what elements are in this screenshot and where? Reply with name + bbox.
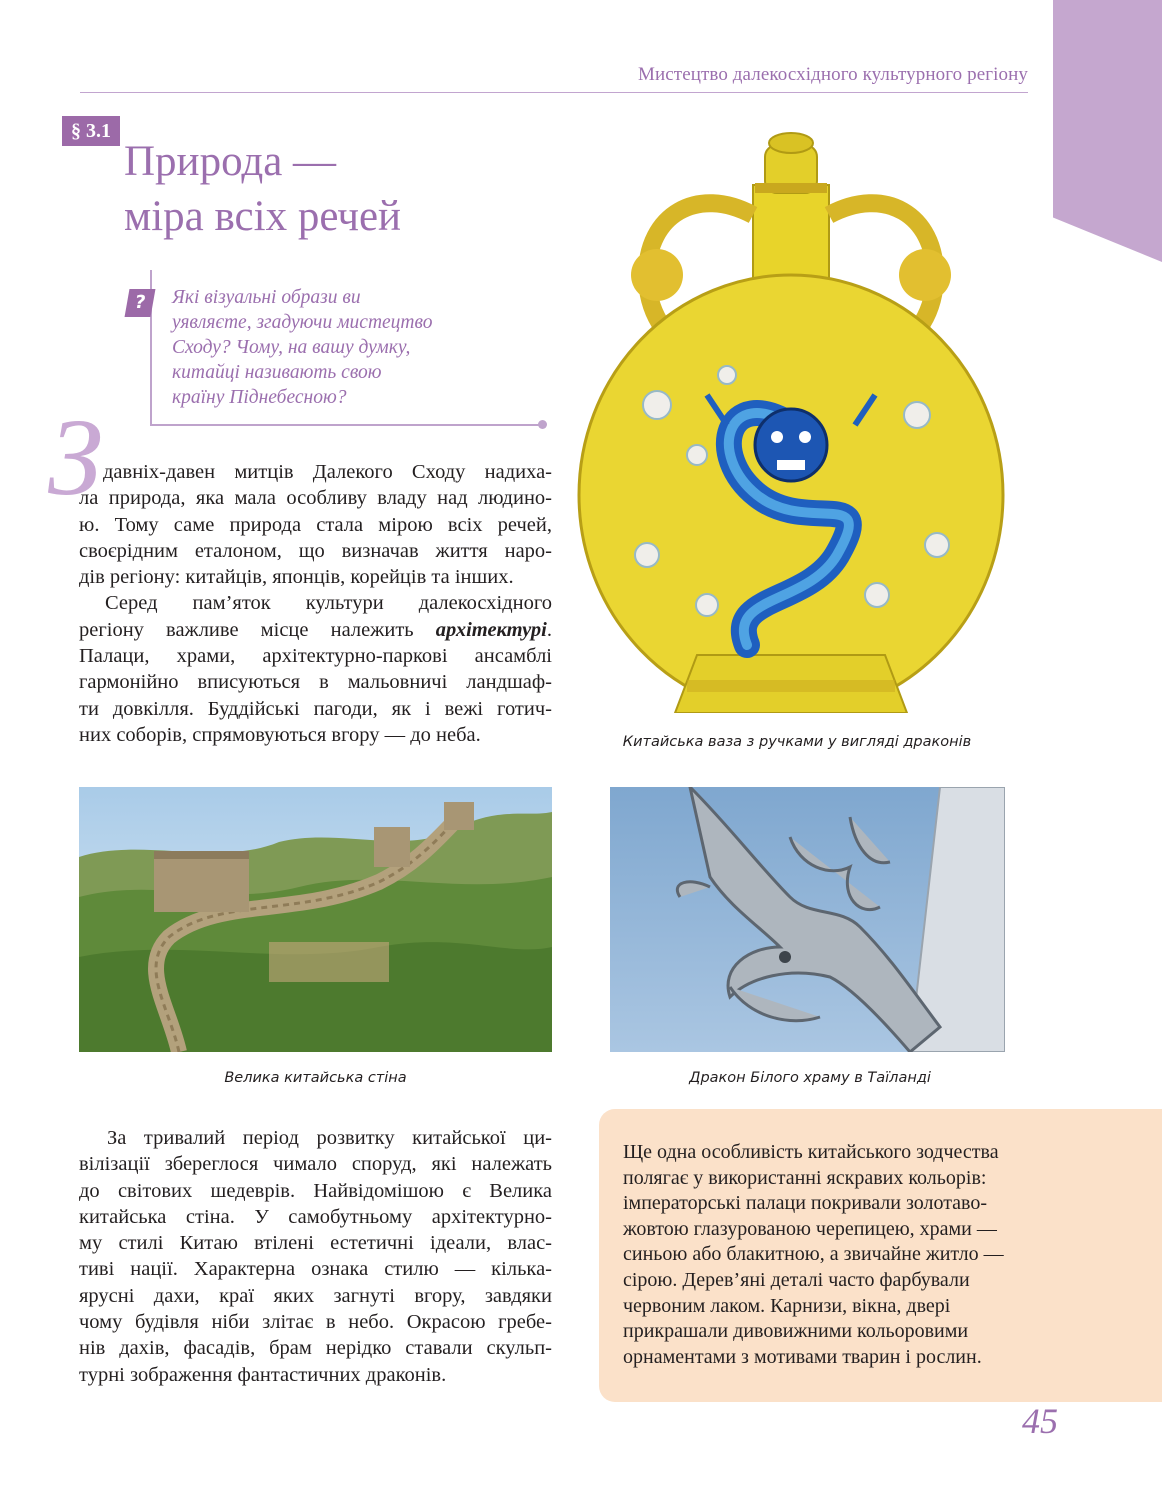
question-bracket-dot xyxy=(538,420,547,429)
text-line: дів регіону: китайців, японців, корейців та інших. xyxy=(79,566,514,589)
text-line: жовтою глазурованою черепицею, храми — xyxy=(623,1217,997,1240)
text-line: орнаментами з мотивами тварин і рослин. xyxy=(623,1345,982,1368)
section-badge: § 3.1 xyxy=(62,116,120,146)
text-line: Ще одна особливість китайського зодчества xyxy=(623,1141,999,1163)
text-line: ла природа, яка мала особливу владу над людино- xyxy=(79,487,552,510)
text-line: вілізації збереглося чимало споруд, які належать xyxy=(79,1153,552,1176)
text-line: Серед пам’яток культури далекосхідного xyxy=(105,592,552,615)
text-line: гармонійно вписуються в мальовничі ландшаф- xyxy=(79,671,552,694)
corner-tab xyxy=(1053,0,1162,262)
text-line: тиві нації. Характерна ознака стилю — кілька- xyxy=(79,1258,552,1281)
text-line: ю. Тому саме природа стала мірою всіх речей, xyxy=(79,513,552,536)
info-box xyxy=(599,1109,1162,1402)
question-line: Які візуальні образи ви xyxy=(172,287,361,308)
question-icon: ? xyxy=(125,289,156,317)
text-line: імператорські палаци покривали золотаво- xyxy=(623,1192,988,1215)
chapter-title-line-1: Природа — xyxy=(124,138,337,185)
keyword-architecture: архітектурі xyxy=(435,618,547,641)
question-line: уявляєте, згадуючи мистецтво xyxy=(172,312,433,333)
chinese-vase-image xyxy=(577,125,1005,713)
great-wall-image xyxy=(79,787,552,1052)
text-line: му стилі Китаю втілені естетичні ідеали, влас- xyxy=(79,1232,552,1255)
header-divider xyxy=(80,92,1028,93)
text-line: За тривалий період розвитку китайської ци- xyxy=(107,1127,552,1149)
question-text xyxy=(172,285,502,410)
chapter-title-line-2: міра всіх речей xyxy=(124,193,402,240)
question-line: країну Піднебесною? xyxy=(172,387,347,408)
chapter-title xyxy=(124,134,544,244)
text-line: них соборів, спрямовуються вгору — до неба. xyxy=(79,723,481,746)
text-line: червоним лаком. Карнизи, вікна, двері xyxy=(623,1294,951,1317)
text-line: китайська стіна. У самобутньому архітектурно- xyxy=(79,1205,552,1228)
text-line: до світових шедеврів. Найвідомішою є Велика xyxy=(79,1179,552,1202)
main-paragraph xyxy=(79,1125,552,1388)
text-line: Палаци, храми, архітектурно-паркові ансамблі xyxy=(79,645,552,668)
text-line: своєрідним еталоном, що визначав життя наро- xyxy=(79,539,552,562)
text-line: регіону важливе місце належить архітектурі. xyxy=(79,618,552,641)
vase-caption: Китайська ваза з ручками у вигляді драконів xyxy=(622,734,972,750)
text-line: турні зображення фантастичних драконів. xyxy=(79,1363,447,1386)
question-line: Сходу? Чому, на вашу думку, xyxy=(172,337,411,358)
running-header: Мистецтво далекосхідного культурного регіону xyxy=(638,64,1028,85)
text-line: нів дахів, фасадів, брам нерідко ставали скульп- xyxy=(79,1337,552,1360)
text-line: прикрашали дивовижними кольоровими xyxy=(623,1320,969,1343)
text-line: ти довкілля. Буддійські пагоди, як і вежі готич- xyxy=(79,697,552,720)
question-line: китайці називають свою xyxy=(172,362,382,383)
intro-paragraph xyxy=(79,459,552,748)
text-line: чому будівля ніби злітає в небо. Окрасою гребе- xyxy=(79,1311,552,1334)
page-number: 45 xyxy=(1022,1401,1058,1441)
text-line: синьою або блакитною, а звичайне житло — xyxy=(623,1243,1004,1266)
text-line: сірою. Дерев’яні деталі часто фарбували xyxy=(623,1268,970,1291)
white-temple-dragon-image xyxy=(610,787,1005,1052)
drop-cap: З xyxy=(48,396,103,518)
text-line: ярусні дахи, краї яких загнуті вгору, завдяки xyxy=(79,1284,552,1307)
info-box-text xyxy=(623,1140,1043,1370)
question-bracket-horizontal xyxy=(150,424,542,426)
text-line: полягає у використанні яскравих кольорів: xyxy=(623,1166,987,1189)
dragon-caption: Дракон Білого храму в Таїланді xyxy=(689,1070,931,1086)
great-wall-caption: Велика китайська стіна xyxy=(224,1070,407,1086)
text-line: давніх-давен митців Далекого Сходу надиха- xyxy=(103,461,552,483)
